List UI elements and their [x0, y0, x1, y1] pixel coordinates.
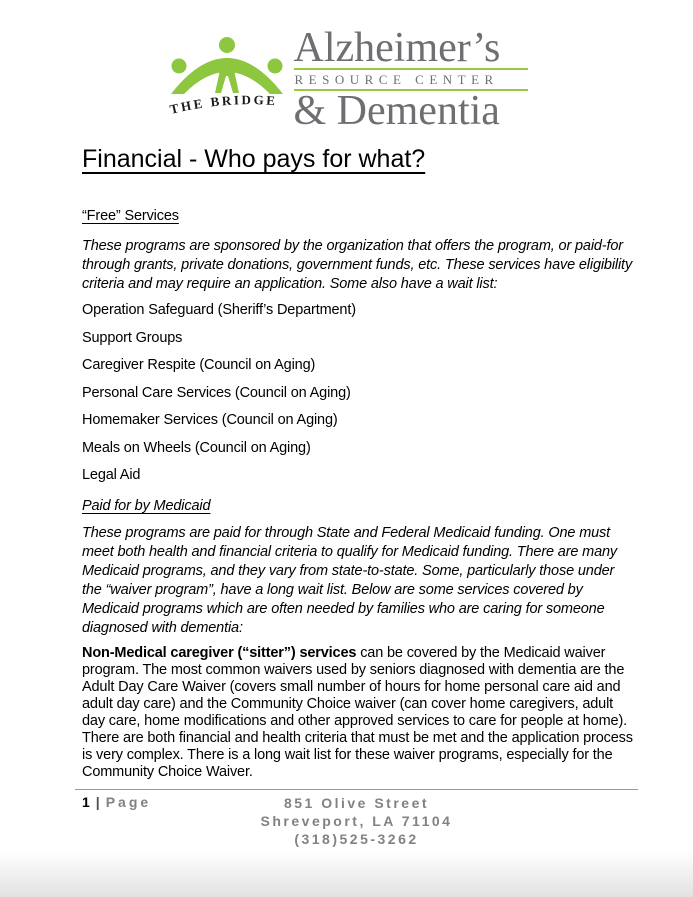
footer-address: [75, 794, 638, 848]
org-name: [293, 25, 528, 134]
svg-text:THE BRIDGE: [168, 92, 278, 117]
org-name-line2: RESOURCE CENTER: [294, 70, 528, 91]
free-services-list: [82, 302, 634, 483]
page-footer: [75, 789, 638, 848]
page-number-label: Page: [105, 794, 152, 810]
document-body: [82, 208, 634, 781]
section-heading-medicaid: Paid for by Medicaid: [82, 498, 211, 514]
list-item: Operation Safeguard (Sheriff’s Department): [82, 302, 356, 318]
medicaid-body-rest: can be covered by the Medicaid waiver program. The most common waivers used by seniors diagnosed with dementia are the Adult Day Care Waiver (covers small number of hours for home personal care aid and adult day care) and the Community Choice waiver (can cover home caregivers, adult day care, home modifications and other approved services to care for people at home). There are both financial and health criteria that must be met and the application process is very complex. There is a long wait list for these waiver programs, especially for the Community Choice Waiver.: [82, 645, 633, 780]
free-services-intro: These programs are sponsored by the organization that offers the program, or paid-for through grants, private donations, government funds, etc. These services have eligibility criteria and may require an application. Some also have a wait list:: [82, 238, 633, 292]
section-heading-free-services: “Free” Services: [82, 208, 179, 224]
page-number-value: 1: [82, 794, 90, 810]
footer-address-phone: (318)525-3262: [294, 831, 419, 847]
list-item: Caregiver Respite (Council on Aging): [82, 357, 316, 373]
bridge-logo-label: THE BRIDGE: [167, 92, 278, 117]
medicaid-body-lead: Non-Medical caregiver (“sitter”) services: [82, 645, 357, 661]
footer-address-street: 851 Olive Street: [283, 795, 430, 811]
bridge-logo-icon: [166, 36, 288, 120]
footer-address-city: Shreveport, LA 71104: [260, 813, 453, 829]
page-number-separator: |: [95, 794, 100, 810]
medicaid-body: [82, 645, 634, 781]
list-item: Homemaker Services (Council on Aging): [82, 412, 338, 428]
medicaid-intro: These programs are paid for through State and Federal Medicaid funding. One must meet both health and financial criteria to qualify for Medicaid funding. There are many Medicaid programs, and they vary from state-to-state. Some, particularly those under the “waiver program”, have a long wait list. Below are some services covered by Medicaid programs which are often needed by families who are caring for someone diagnosed with dementia:: [82, 525, 618, 636]
org-name-line3: & Dementia: [293, 88, 500, 134]
list-item: Personal Care Services (Council on Aging): [82, 384, 351, 401]
org-name-line1: Alzheimer’s: [294, 30, 528, 70]
org-logo: [0, 0, 693, 134]
page-title: Financial - Who pays for what?: [82, 145, 426, 173]
page-edge-shade: [0, 851, 693, 897]
list-item: Support Groups: [82, 329, 183, 346]
list-item: Meals on Wheels (Council on Aging): [82, 439, 311, 456]
page-number: [82, 794, 151, 810]
list-item: Legal Aid: [82, 467, 141, 483]
